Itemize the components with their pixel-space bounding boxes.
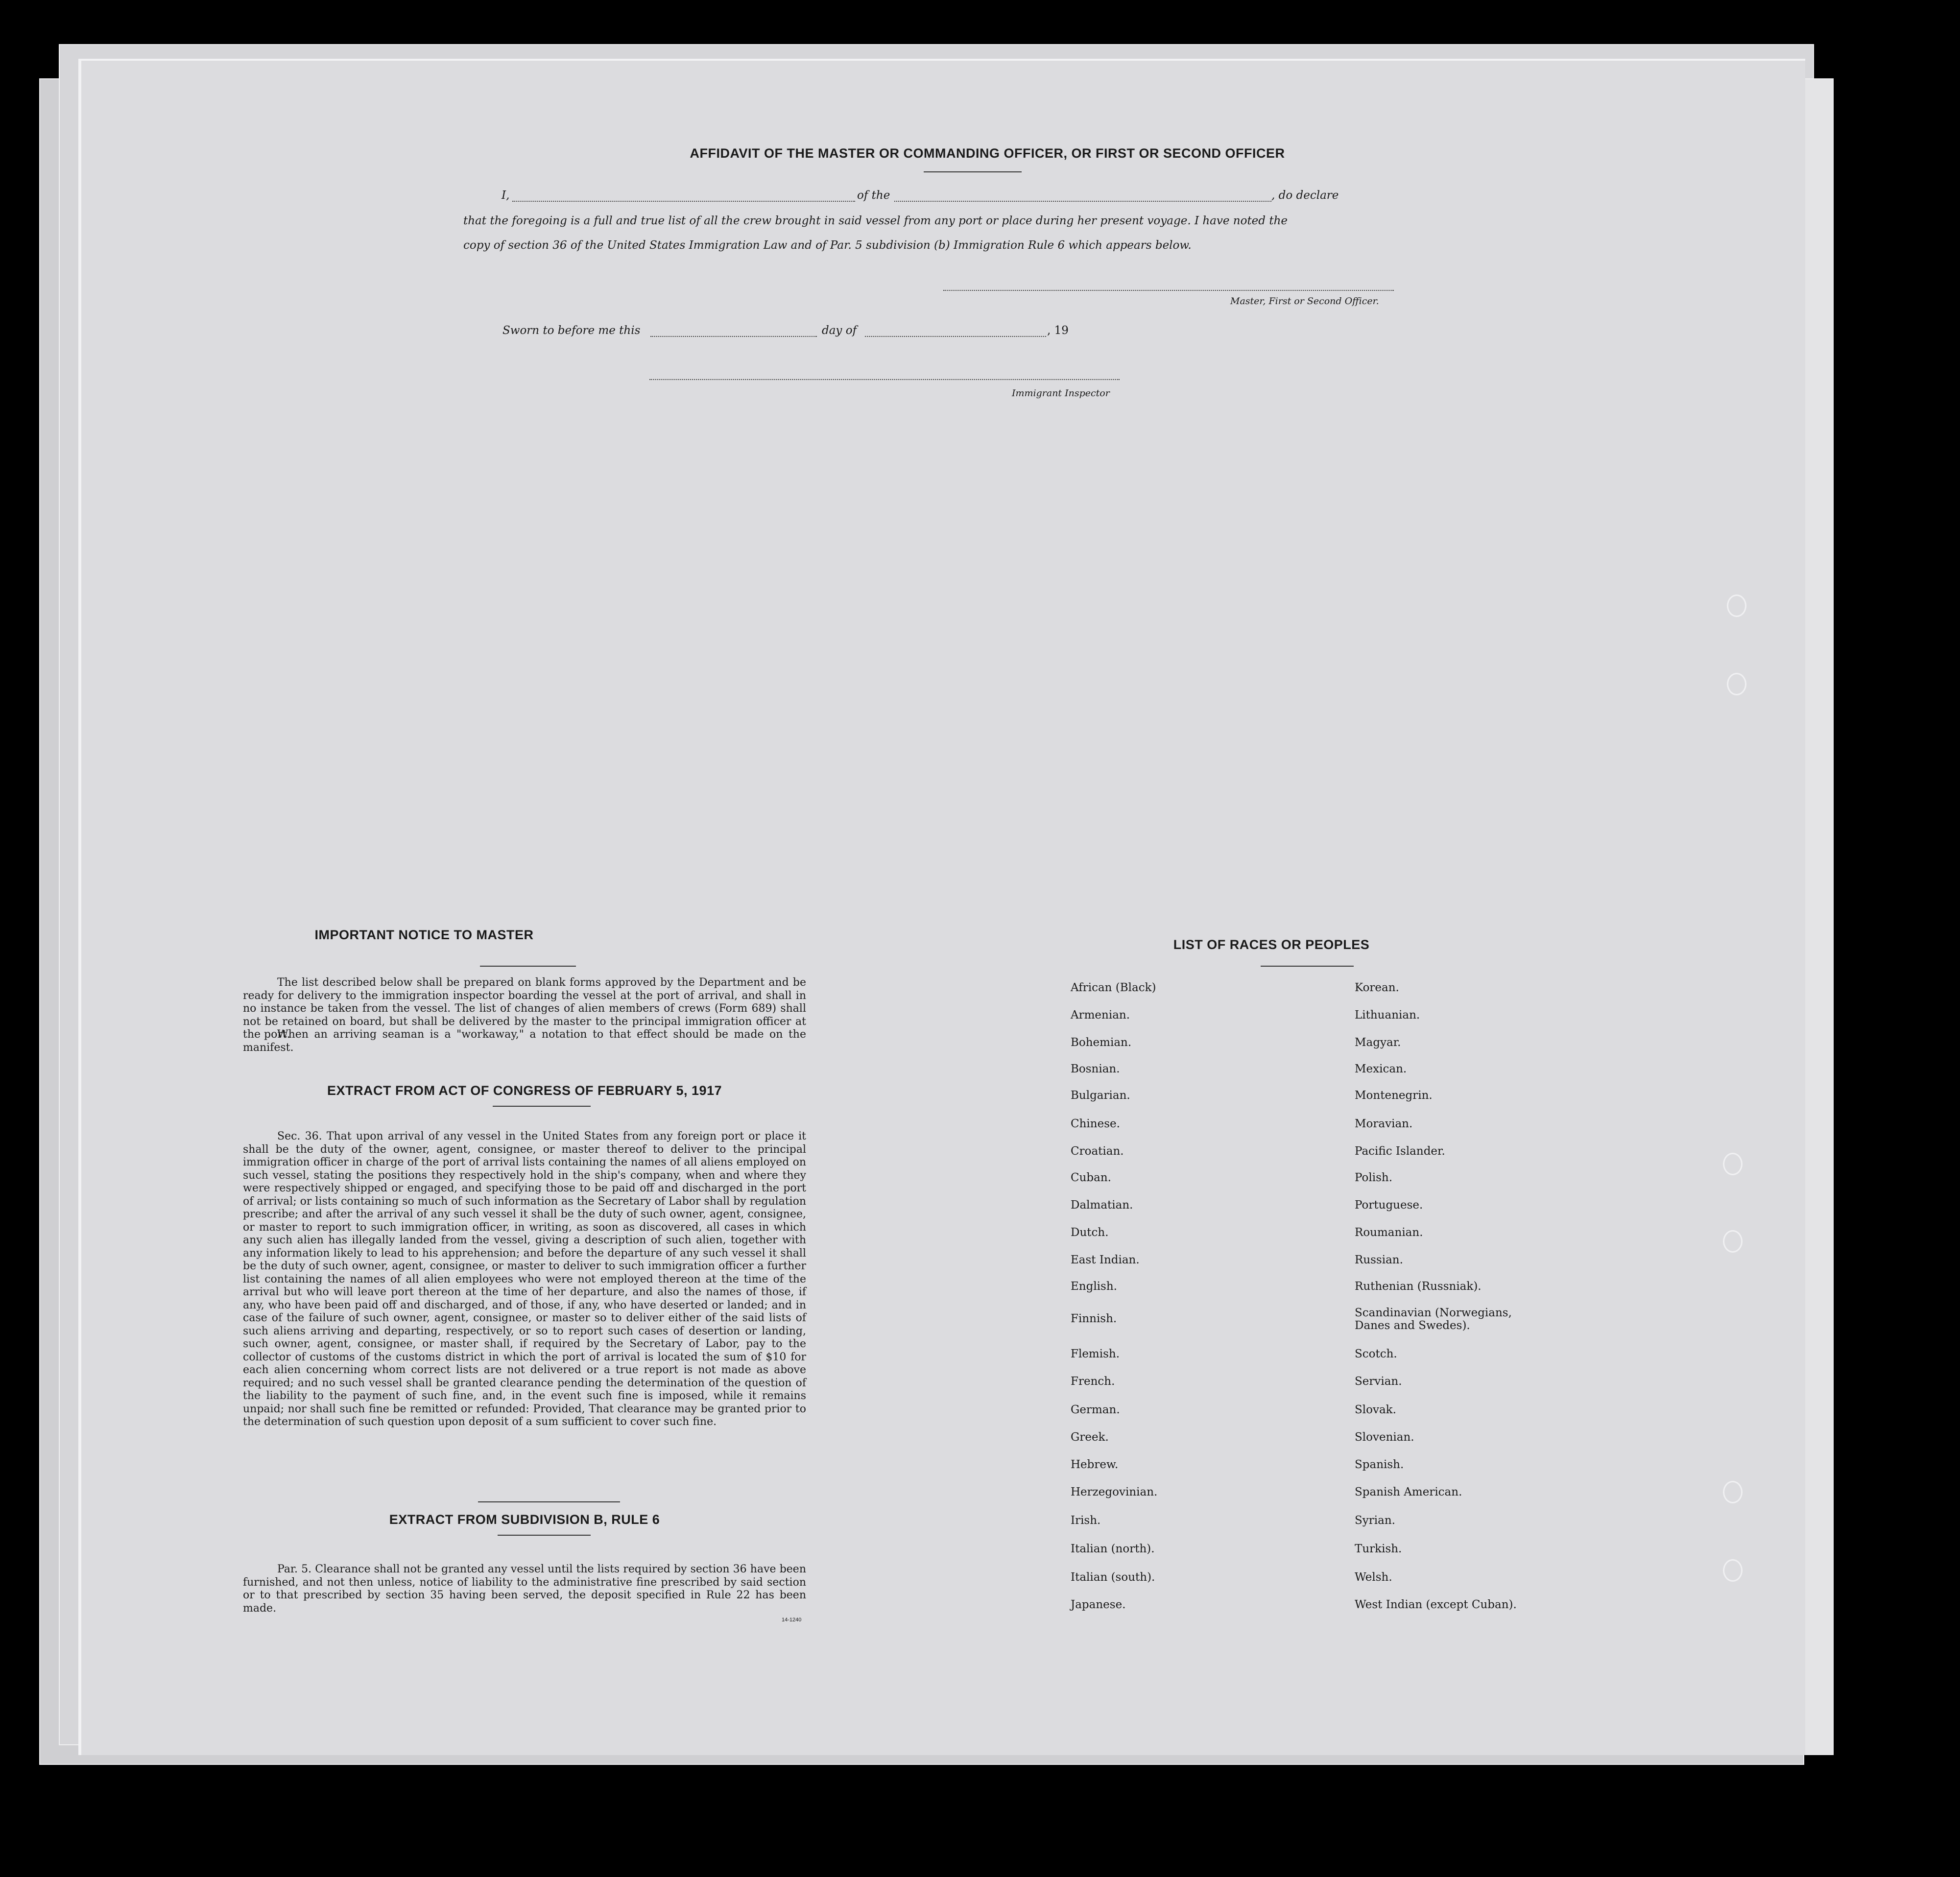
race-item: East Indian. bbox=[1071, 1254, 1140, 1266]
hole-ring bbox=[1723, 1481, 1743, 1503]
race-item: Greek. bbox=[1071, 1431, 1109, 1444]
act-body: Sec. 36. That upon arrival of any vessel in the United States from any foreign port or place it shall be the duty of the owner, agent, consignee, or master thereof to deliver to the principal immigration officer in charge of the port of arrival lists containing the names of all aliens employed on such vessel, stating the positions they respectively hold in the ship's company, when and where they were respectively shipped or engaged, and specifying those to be paid off and discharged in the port of arrival; or lists containing so much of such information as the Secretary of Labor shall by regulation prescribe; and after the arrival of any such vessel it shall be the duty of such owner, agent, consignee, or master to report to such immigration officer, in writing, as soon as discovered, all cases in which any such alien has illegally landed from the vessel, giving a description of such alien, together with any information likely to lead to his apprehension; and before the departure of any such vessel it shall be the duty of such owner, agent, consignee, or master to deliver to such immigration officer a further list containing the names of all alien employees who were not employed thereon at the time of the arrival but who will leave port thereon at the time of her departure, and also the names of those, if any, who have been paid off and discharged, and of those, if any, who have deserted or landed; and in case of the failure of such owner, agent, consignee, or master so to deliver either of the said lists of such aliens arriving and departing, respectively, or so to report such cases of desertion or landing, such owner, agent, consignee, or master shall, if required by the Secretary of Labor, pay to the collector of customs of the customs district in which the port of arrival is located the sum of $10 for each alien concerning whom correct lists are not delivered or a true report is not made as above required; and no such vessel shall be granted clearance pending the determination of the question of the liability to the payment of such fine, and, in the event such fine is imposed, while it remains unpaid; nor shall such fine be remitted or refunded: Provided, That clearance may be granted prior to the determination of such question upon deposit of a sum sufficient to cover such fine. bbox=[243, 1130, 806, 1428]
officer-signature-line[interactable] bbox=[943, 290, 1394, 291]
binder-hole bbox=[1887, 357, 1912, 383]
form-number: 14-1240 bbox=[782, 1617, 802, 1623]
inspector-signature-line[interactable] bbox=[649, 379, 1120, 380]
sworn-day-blank[interactable] bbox=[650, 336, 817, 337]
binder-hole bbox=[1881, 1555, 1906, 1581]
hole-ring bbox=[1727, 594, 1746, 617]
race-item: Bulgarian. bbox=[1071, 1089, 1130, 1102]
race-item: English. bbox=[1071, 1280, 1117, 1293]
race-item: Dutch. bbox=[1071, 1226, 1109, 1239]
race-item: Polish. bbox=[1355, 1171, 1393, 1184]
race-item: Scandinavian (Norwegians, Danes and Swedes). bbox=[1355, 1307, 1512, 1332]
race-item: Welsh. bbox=[1355, 1571, 1392, 1584]
sworn-month-blank[interactable] bbox=[865, 336, 1046, 337]
races-title-underline bbox=[1261, 966, 1354, 967]
race-item: Korean. bbox=[1355, 981, 1399, 994]
hole-ring bbox=[1723, 1153, 1743, 1175]
act-end-rule bbox=[478, 1501, 620, 1502]
affidavit-title: AFFIDAVIT OF THE MASTER OR COMMANDING OFFICER, OR FIRST OR SECOND OFFICER bbox=[690, 146, 1285, 161]
race-item: Spanish. bbox=[1355, 1458, 1404, 1471]
notice-body: The list described below shall be prepared on blank forms approved by the Department and be ready for delivery to the immigration inspector boarding the vessel at the port of arrival, and shall in no instance be taken from the vessel. The list of changes of alien members of crews (Form 689) shall not be retained on board, but shall be delivered by the master to the principal immigration officer at the port. bbox=[243, 976, 806, 1041]
race-item: Pacific Islander. bbox=[1355, 1145, 1445, 1158]
form-page bbox=[78, 59, 1805, 1755]
race-item: African (Black) bbox=[1071, 981, 1156, 994]
race-item: French. bbox=[1071, 1375, 1115, 1388]
rule-title: EXTRACT FROM SUBDIVISION B, RULE 6 bbox=[389, 1512, 660, 1527]
binder-hole bbox=[1886, 681, 1911, 706]
race-item: Mexican. bbox=[1355, 1063, 1407, 1075]
title-underline bbox=[924, 171, 1022, 172]
race-item: Montenegrin. bbox=[1355, 1089, 1433, 1102]
notice-title-underline bbox=[480, 966, 576, 967]
race-item: Italian (south). bbox=[1071, 1571, 1155, 1584]
affidavit-line-3: copy of section 36 of the United States Immigration Law and of Par. 5 subdivision (b) Immigration Rule 6 which appears below. bbox=[463, 239, 1192, 252]
race-item: Syrian. bbox=[1355, 1514, 1395, 1527]
race-item: Dalmatian. bbox=[1071, 1199, 1133, 1212]
race-item: Herzegovinian. bbox=[1071, 1486, 1158, 1498]
race-item: Magyar. bbox=[1355, 1036, 1401, 1049]
affidavit-of-label: of the bbox=[857, 189, 890, 202]
notice-title: IMPORTANT NOTICE TO MASTER bbox=[314, 927, 534, 942]
race-item: Chinese. bbox=[1071, 1117, 1120, 1130]
race-item: Spanish American. bbox=[1355, 1486, 1462, 1498]
officer-caption: Master, First or Second Officer. bbox=[1230, 296, 1379, 307]
hole-ring bbox=[1727, 673, 1746, 695]
name-blank[interactable] bbox=[512, 201, 855, 202]
sworn-label: Sworn to before me this bbox=[502, 324, 641, 337]
day-of-label: day of bbox=[822, 324, 857, 337]
race-item: West Indian (except Cuban). bbox=[1355, 1598, 1517, 1611]
year-label: , 19 bbox=[1047, 324, 1069, 337]
binder-hole bbox=[1887, 280, 1912, 306]
rule-title-underline bbox=[498, 1535, 591, 1536]
race-item: Croatian. bbox=[1071, 1145, 1124, 1158]
act-title: EXTRACT FROM ACT OF CONGRESS OF FEBRUARY 5, 1917 bbox=[327, 1083, 722, 1098]
race-item: Moravian. bbox=[1355, 1117, 1413, 1130]
race-item: Flemish. bbox=[1071, 1348, 1120, 1360]
race-item: Cuban. bbox=[1071, 1171, 1111, 1184]
rule-body: Par. 5. Clearance shall not be granted any vessel until the lists required by section 36 have been furnished, and not then unless, notice of liability to the administrative fine prescribed by said section or to that prescribed by section 35 having been served, the deposit specified in Rule 22 has been made. bbox=[243, 1563, 806, 1615]
hole-ring bbox=[1723, 1230, 1743, 1253]
race-item: Lithuanian. bbox=[1355, 1009, 1420, 1022]
binder-hole bbox=[1881, 1478, 1906, 1503]
race-item: Bohemian. bbox=[1071, 1036, 1132, 1049]
binder-hole bbox=[1883, 1232, 1908, 1258]
race-item: Portuguese. bbox=[1355, 1199, 1423, 1212]
race-item: Ruthenian (Russniak). bbox=[1355, 1280, 1482, 1293]
race-item: Servian. bbox=[1355, 1375, 1402, 1388]
races-title: LIST OF RACES OR PEOPLES bbox=[1173, 937, 1370, 952]
race-item: Roumanian. bbox=[1355, 1226, 1423, 1239]
race-item: Italian (north). bbox=[1071, 1543, 1155, 1555]
race-item: Armenian. bbox=[1071, 1009, 1130, 1022]
affidavit-line-2: that the foregoing is a full and true list of all the crew brought in said vessel from any port or place during her present voyage. I have noted the bbox=[463, 214, 1288, 227]
race-item: German. bbox=[1071, 1403, 1120, 1416]
race-item: Finnish. bbox=[1071, 1312, 1117, 1325]
race-item: Scotch. bbox=[1355, 1348, 1397, 1360]
affidavit-i-label: I, bbox=[502, 189, 510, 202]
binder-hole bbox=[1883, 1155, 1908, 1180]
notice-body-2: When an arriving seaman is a "workaway," a notation to that effect should be made on the manifest. bbox=[243, 1028, 806, 1054]
race-item: Turkish. bbox=[1355, 1543, 1402, 1555]
binder-hole bbox=[1886, 603, 1911, 629]
race-item: Hebrew. bbox=[1071, 1458, 1119, 1471]
vessel-blank[interactable] bbox=[894, 201, 1271, 202]
race-item: Russian. bbox=[1355, 1254, 1403, 1266]
race-item: Irish. bbox=[1071, 1514, 1101, 1527]
race-item: Slovak. bbox=[1355, 1403, 1396, 1416]
race-item: Slovenian. bbox=[1355, 1431, 1414, 1444]
hole-ring bbox=[1723, 1559, 1743, 1582]
inspector-caption: Immigrant Inspector bbox=[1012, 388, 1110, 399]
race-item: Japanese. bbox=[1071, 1598, 1126, 1611]
affidavit-declare-label: , do declare bbox=[1271, 189, 1339, 202]
race-item: Bosnian. bbox=[1071, 1063, 1120, 1075]
act-title-underline bbox=[493, 1106, 591, 1107]
